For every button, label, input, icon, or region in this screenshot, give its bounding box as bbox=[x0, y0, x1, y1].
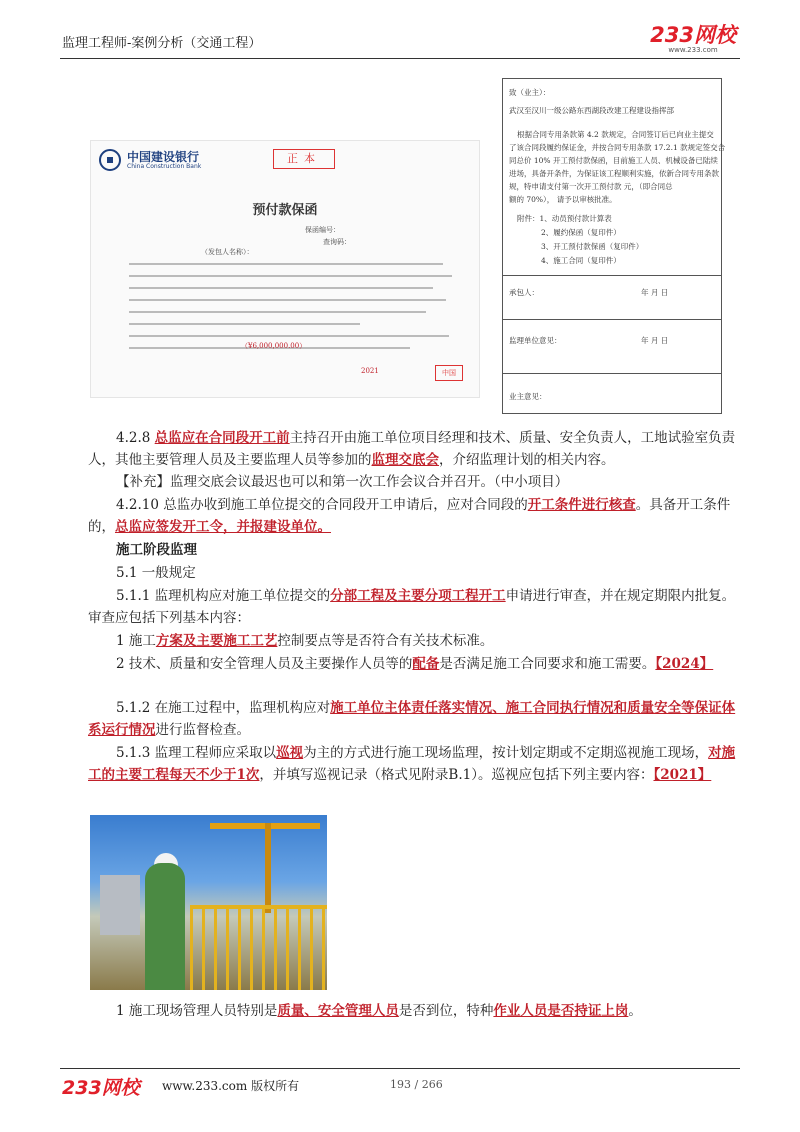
highlighted-text: 【2024】 bbox=[655, 656, 714, 672]
year: 2021 bbox=[361, 367, 379, 375]
advance-payment-application-form bbox=[502, 78, 726, 414]
paragraph-4-2-8 bbox=[88, 427, 744, 471]
highlighted-text: 总监应签发开工令，并报建设单位。 bbox=[115, 519, 331, 535]
text-segment: 控制要点等是否符合有关技术标准。 bbox=[277, 633, 494, 649]
text-segment: 4.2.8 bbox=[116, 430, 155, 446]
section-heading: 施工阶段监理 bbox=[116, 542, 197, 558]
highlighted-text: 施工单位主体责任落实情况、施工合同执行情况和质量安全等保证体系运行情况 bbox=[88, 700, 736, 738]
highlighted-text: 对施工的主要工程每天不少于1次 bbox=[88, 745, 736, 783]
paragraph-5-1-3 bbox=[88, 742, 744, 786]
text-segment: 。 bbox=[628, 1003, 642, 1019]
inspector-figure bbox=[145, 863, 185, 990]
highlighted-text: 质量、安全管理人员 bbox=[277, 1003, 399, 1019]
text-segment: 是否满足施工合同要求和施工需要。 bbox=[439, 656, 656, 672]
logo-url: www.233.com bbox=[668, 46, 718, 54]
highlighted-text: 方案及主要施工工艺 bbox=[155, 633, 278, 649]
form-body-line: 了该合同段履约保证金，并按合同专用条款 17.2.1 款规定签交合 bbox=[509, 143, 726, 152]
paragraph-4-2-10 bbox=[88, 494, 744, 538]
text-segment: 5.1.3 监理工程师应采取以 bbox=[116, 745, 277, 761]
footer-logo: 233网校 bbox=[62, 1077, 140, 1099]
form-body-line: 进场，具备开条件，为保证该工程顺利实施，依新合同专用条款 bbox=[509, 169, 719, 178]
brand-logo bbox=[650, 24, 736, 54]
guarantee-no-label: 保函编号： bbox=[305, 226, 340, 234]
page-footer bbox=[60, 1068, 740, 1099]
list-item-2 bbox=[88, 653, 744, 675]
form-attachment: 4、施工合同（复印件） bbox=[541, 256, 621, 265]
list-item-last bbox=[88, 1000, 744, 1022]
form-owner: 业主意见： bbox=[509, 392, 547, 401]
advance-payment-guarantee-image bbox=[90, 140, 480, 398]
text-segment: 进行监督检查。 bbox=[155, 722, 250, 738]
form-divider bbox=[503, 275, 721, 276]
list-item-1 bbox=[88, 630, 744, 652]
highlighted-text: 作业人员是否持证上岗 bbox=[493, 1003, 629, 1019]
form-divider bbox=[503, 373, 721, 374]
form-project: 武汉至汉川一级公路东西湖段改建工程建设指挥部 bbox=[509, 106, 674, 115]
logo-text: 233网校 bbox=[650, 23, 736, 47]
form-attachment: 3、开工预付款保函（复印件） bbox=[541, 242, 644, 251]
original-stamp: 正本 bbox=[273, 149, 335, 169]
text-segment: 。具备开工条件的， bbox=[88, 497, 731, 535]
form-supervisor: 监理单位意见： bbox=[509, 336, 562, 345]
crane-tower-shape bbox=[265, 823, 271, 913]
building-shape bbox=[100, 875, 140, 935]
highlighted-text: 【2021】 bbox=[653, 767, 712, 783]
addressee: （发包人名称）： bbox=[201, 248, 254, 256]
form-body-line: 额的 70%）， 请予以审核批准。 bbox=[509, 195, 617, 204]
form-contractor: 承包人： bbox=[509, 288, 539, 297]
page-header bbox=[60, 22, 740, 59]
highlighted-text: 总监应在合同段开工前 bbox=[154, 430, 290, 446]
form-divider bbox=[503, 319, 721, 320]
paragraph-5-1-2 bbox=[88, 697, 744, 741]
form-attachment: 2、履约保函（复印件） bbox=[541, 228, 621, 237]
ccb-logo-icon bbox=[99, 149, 121, 171]
form-to: 致（业主）： bbox=[509, 88, 551, 97]
form-date: 年 月 日 bbox=[641, 288, 669, 297]
guarantee-title: 预付款保函 bbox=[252, 203, 318, 218]
paragraph-5-1-1 bbox=[88, 585, 744, 629]
form-body-line: 根据合同专用条款第 4.2 款规定，合同签订后已向业主提交 bbox=[517, 130, 714, 139]
form-attachments: 附件：1、动员预付款计算表 bbox=[517, 214, 612, 223]
section-5-1: 5.1 一般规定 bbox=[116, 565, 196, 581]
text-segment: 是否到位，特种 bbox=[398, 1003, 494, 1019]
text-segment: 申请进行审查，并在规定期限内批复。审查应包括下列基本内容： bbox=[88, 588, 736, 626]
document-title: 监理工程师-案例分析（交通工程） bbox=[62, 36, 262, 51]
text-segment: 主持召开由施工单位项目经理和技术、质量、安全负责人，工地试验室负责人，其他主要管理人员及主要监理人员等参加的 bbox=[88, 430, 736, 468]
text-segment: 1 施工 bbox=[116, 633, 156, 649]
amount: （¥6,000,000.00） bbox=[241, 342, 307, 350]
supplement-note: 【补充】监理交底会议最迟也可以和第一次工作会议合并召开。（中小项目） bbox=[116, 474, 569, 490]
highlighted-text: 配备 bbox=[412, 656, 440, 672]
highlighted-text: 监理交底会 bbox=[371, 452, 439, 468]
page-number: 193 / 266 bbox=[390, 1078, 443, 1091]
bank-name: 中国建设银行 bbox=[127, 150, 200, 164]
footer-copyright: www.233.com 版权所有 bbox=[162, 1079, 300, 1093]
text-segment: 5.1.2 在施工过程中，监理机构应对 bbox=[116, 700, 331, 716]
text-segment: 1 施工现场管理人员特别是 bbox=[116, 1003, 278, 1019]
text-segment: 为主的方式进行施工现场监理，按计划定期或不定期巡视施工现场， bbox=[303, 745, 709, 761]
text-segment: 2 技术、质量和安全管理人员及主要操作人员等的 bbox=[116, 656, 413, 672]
form-body-line: 同总价 10% 开工预付款保函，目前施工人员、机械设备已陆续 bbox=[509, 156, 718, 165]
form-body-line: 规，特申请支付第一次开工预付款 元，（即合同总 bbox=[509, 182, 673, 191]
bank-name-en: China Construction Bank bbox=[127, 163, 202, 170]
form-date: 年 月 日 bbox=[641, 336, 669, 345]
text-segment: ，并填写巡视记录（格式见附录B.1）。巡视应包括下列主要内容： bbox=[259, 767, 654, 783]
highlighted-text: 开工条件进行核查 bbox=[527, 497, 636, 513]
check-code-label: 查询码： bbox=[323, 238, 351, 246]
site-inspection-photo bbox=[90, 815, 327, 990]
text-segment: 4.2.10 总监办收到施工单位提交的合同段开工申请后，应对合同段的 bbox=[116, 497, 528, 513]
guarantee-body-lines bbox=[129, 263, 459, 373]
text-segment: ，介绍监理计划的相关内容。 bbox=[439, 452, 615, 468]
bank-seal: 中国 bbox=[435, 365, 463, 381]
highlighted-text: 分部工程及主要分项工程开工 bbox=[330, 588, 506, 604]
text-segment: 5.1.1 监理机构应对施工单位提交的 bbox=[116, 588, 331, 604]
guardrail-shape bbox=[190, 905, 327, 990]
highlighted-text: 巡视 bbox=[276, 745, 304, 761]
